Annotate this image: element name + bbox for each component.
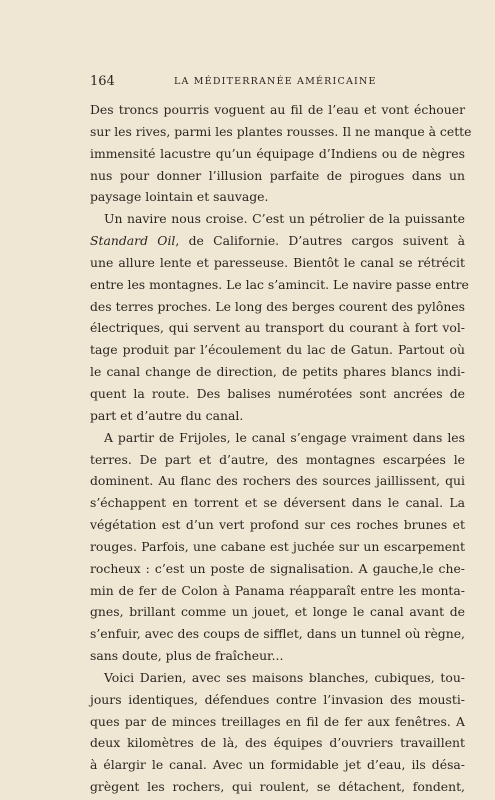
text-line: jours identiques, défendues contre l’invasion des mousti-: [90, 691, 465, 707]
text-line: une allure lente et paresseuse. Bientôt le canal se rétrécit: [90, 254, 465, 270]
text-line: quent la route. Des balises numérotées sont ancrées de: [90, 385, 465, 401]
text-line: à élargir le canal. Avec un formidable jet d’eau, ils désa-: [90, 757, 465, 773]
text-line: immensité lacustre qu’un équipage d’Indiens ou de nègres: [90, 145, 465, 161]
page-number: 164: [90, 74, 115, 89]
text-line: Des troncs pourris voguent au fil de l’eau et vont échouer: [90, 102, 465, 117]
text-line: Un navire nous croise. C’est un pétrolier de la puissante: [104, 211, 465, 227]
text-line: nus pour donner l’illusion parfaite de pirogues dans un: [90, 167, 465, 183]
page-header: [90, 74, 465, 92]
text-line: gnes, brillant comme un jouet, et longe le canal avant de: [90, 604, 465, 620]
text-line: dominent. Au flanc des rochers des sources jaillissent, qui: [90, 473, 465, 489]
text-line: s’échappent en torrent et se déversent dans le canal. La: [90, 495, 465, 511]
text-line: terres. De part et d’autre, des montagnes escarpées le: [90, 451, 465, 467]
text-line: s’enfuir, avec des coups de sifflet, dans un tunnel où règne,: [90, 626, 465, 642]
text-line: min de fer de Colon à Panama réapparaît entre les monta-: [90, 582, 465, 598]
text-line: des terres proches. Le long des berges courent des pylônes: [90, 298, 465, 314]
text-line: rouges. Parfois, une cabane est juchée sur un escarpement: [90, 538, 465, 554]
text-line: électriques, qui servent au transport du courant à fort vol-: [90, 320, 465, 336]
text-line: paysage lointain et sauvage.: [90, 189, 269, 205]
text-line: végétation est d’un vert profond sur ces roches brunes et: [90, 517, 465, 533]
text-line: deux kilomètres de là, des équipes d’ouvriers travaillent: [90, 735, 465, 751]
text-line: Standard Oil, de Californie. D’autres cargos suivent à: [90, 233, 465, 249]
text-line: ques par de minces treillages en fil de fer aux fenêtres. A: [90, 713, 465, 729]
text-line: entre les montagnes. Le lac s’amincit. Le navire passe entre: [90, 276, 469, 292]
text-line: part et d’autre du canal.: [90, 407, 244, 423]
text-line: le canal change de direction, de petits phares blancs indi-: [90, 364, 465, 380]
italic-title: Standard Oil: [90, 233, 176, 249]
text-line: A partir de Frijoles, le canal s’engage vraiment dans les: [104, 429, 465, 445]
text-line: rocheux : c’est un poste de signalisation. A gauche,le che-: [90, 560, 465, 576]
text-line: grègent les rochers, qui roulent, se détachent, fondent,: [90, 779, 465, 795]
text-line: Voici Darien, avec ses maisons blanches, cubiques, tou-: [104, 669, 465, 685]
text-line: sur les rives, parmi les plantes rousses. Il ne manque à cette: [90, 123, 472, 139]
text-line: tage produit par l’écoulement du lac de Gatun. Partout où: [90, 342, 465, 358]
text-line: sans doute, plus de fraîcheur...: [90, 648, 284, 664]
body-text: [90, 99, 472, 798]
running-head: LA MÉDITERRANÉE AMÉRICAINE: [174, 76, 377, 87]
